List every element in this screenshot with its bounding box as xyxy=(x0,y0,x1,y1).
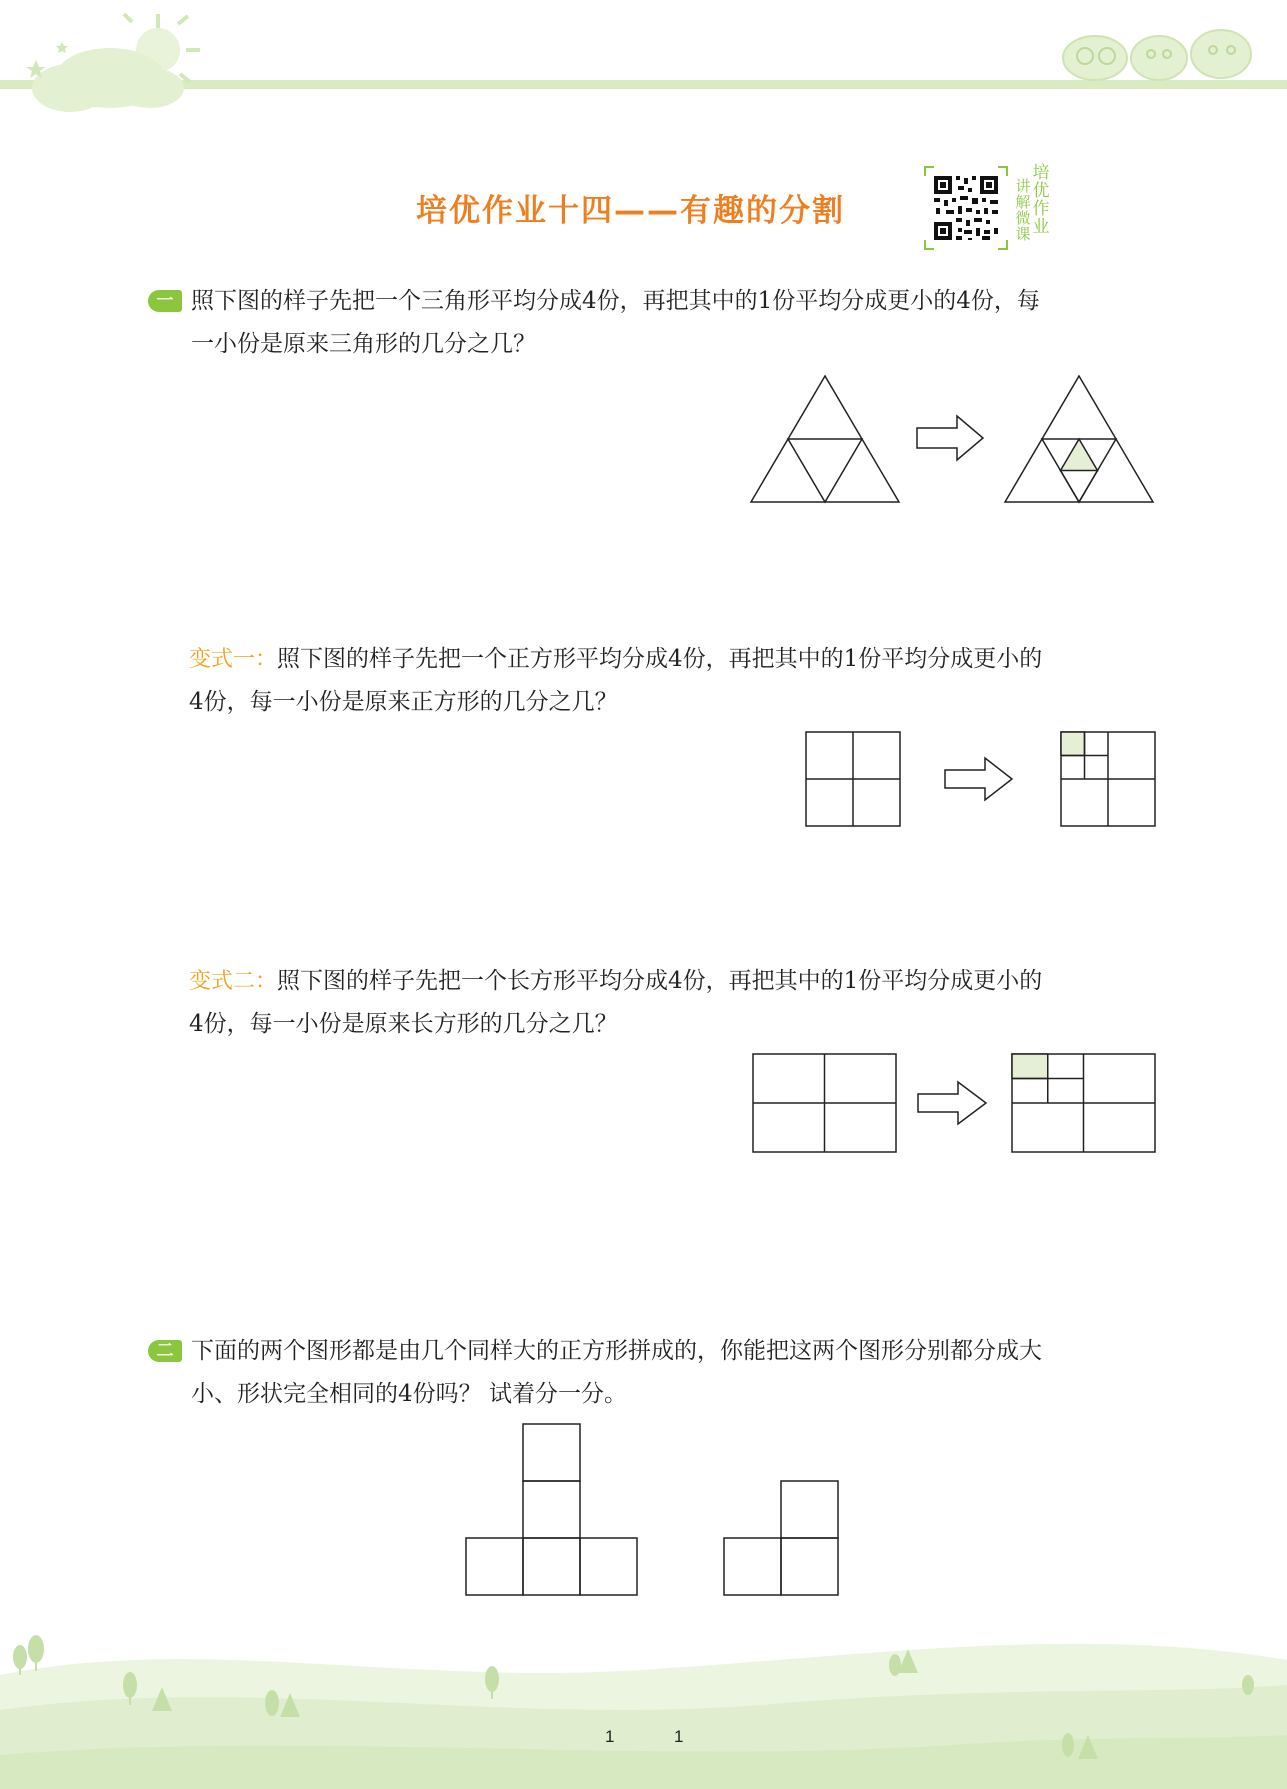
question-1-line1: 照下图的样子先把一个三角形平均分成4份，再把其中的1份平均分成更小的4份，每 xyxy=(191,288,1040,314)
variant-2-line2: 4份，每一小份是原来长方形的几分之几？ xyxy=(189,1011,618,1037)
triangle-subdivision xyxy=(1061,471,1098,503)
variant-1-line2: 4份，每一小份是原来正方形的几分之几？ xyxy=(189,689,618,715)
sun-cloud-decoration xyxy=(0,0,220,120)
qr-caption-left: 讲解微课 xyxy=(1015,177,1031,243)
t-shape-square xyxy=(523,1538,580,1595)
t-shape-square xyxy=(466,1538,523,1595)
rectangle-figure xyxy=(748,1050,1165,1156)
variant-1-text xyxy=(189,638,1042,724)
t-shape-square xyxy=(523,1424,580,1481)
question-1-text xyxy=(191,280,1040,366)
variant-2-text xyxy=(189,960,1042,1046)
square-figure xyxy=(800,728,1165,828)
t-shape-square xyxy=(580,1538,637,1595)
variant-1-label: 变式一： xyxy=(189,647,278,672)
question-badge-2: 二 xyxy=(148,1340,182,1362)
question-2-line2: 小、形状完全相同的4份吗？ 试着分一分。 xyxy=(191,1381,627,1407)
l-shape-square xyxy=(781,1538,838,1595)
triangle-figure xyxy=(745,368,1165,508)
variant-2-line1: 照下图的样子先把一个长方形平均分成4份，再把其中的1份平均分成更小的 xyxy=(277,968,1043,994)
arrow-right-icon xyxy=(917,416,983,460)
composite-squares-figure xyxy=(462,1420,862,1600)
variant-1-line1: 照下图的样子先把一个正方形平均分成4份，再把其中的1份平均分成更小的 xyxy=(277,646,1043,672)
variant-2-label: 变式二： xyxy=(189,969,278,994)
page-title: 培优作业十四——有趣的分割 xyxy=(416,193,845,229)
question-1-line2: 一小份是原来三角形的几分之几？ xyxy=(191,331,536,357)
square-shaded-part xyxy=(1061,732,1085,756)
t-shape-square xyxy=(523,1481,580,1538)
hills-footer-decoration xyxy=(0,1615,1287,1789)
qr-caption-right: 培优作业 xyxy=(1032,163,1050,237)
animal-mascots-decoration xyxy=(1055,14,1255,84)
question-badge-1: 一 xyxy=(148,290,182,312)
page-number-left: 1 xyxy=(605,1727,615,1746)
question-2-text xyxy=(191,1330,1042,1416)
rectangle-shaded-part xyxy=(1012,1054,1048,1079)
triangle-inner-division xyxy=(788,439,862,502)
l-shape-square xyxy=(724,1538,781,1595)
qr-code-icon[interactable] xyxy=(924,166,1008,250)
l-shape-square xyxy=(781,1481,838,1538)
question-2-line1: 下面的两个图形都是由几个同样大的正方形拼成的，你能把这两个图形分别都分成大 xyxy=(191,1338,1042,1364)
arrow-right-icon xyxy=(918,1082,986,1124)
page-number-right: 1 xyxy=(674,1727,684,1746)
triangle-shaded-part xyxy=(1061,439,1098,471)
arrow-right-icon xyxy=(945,758,1012,800)
